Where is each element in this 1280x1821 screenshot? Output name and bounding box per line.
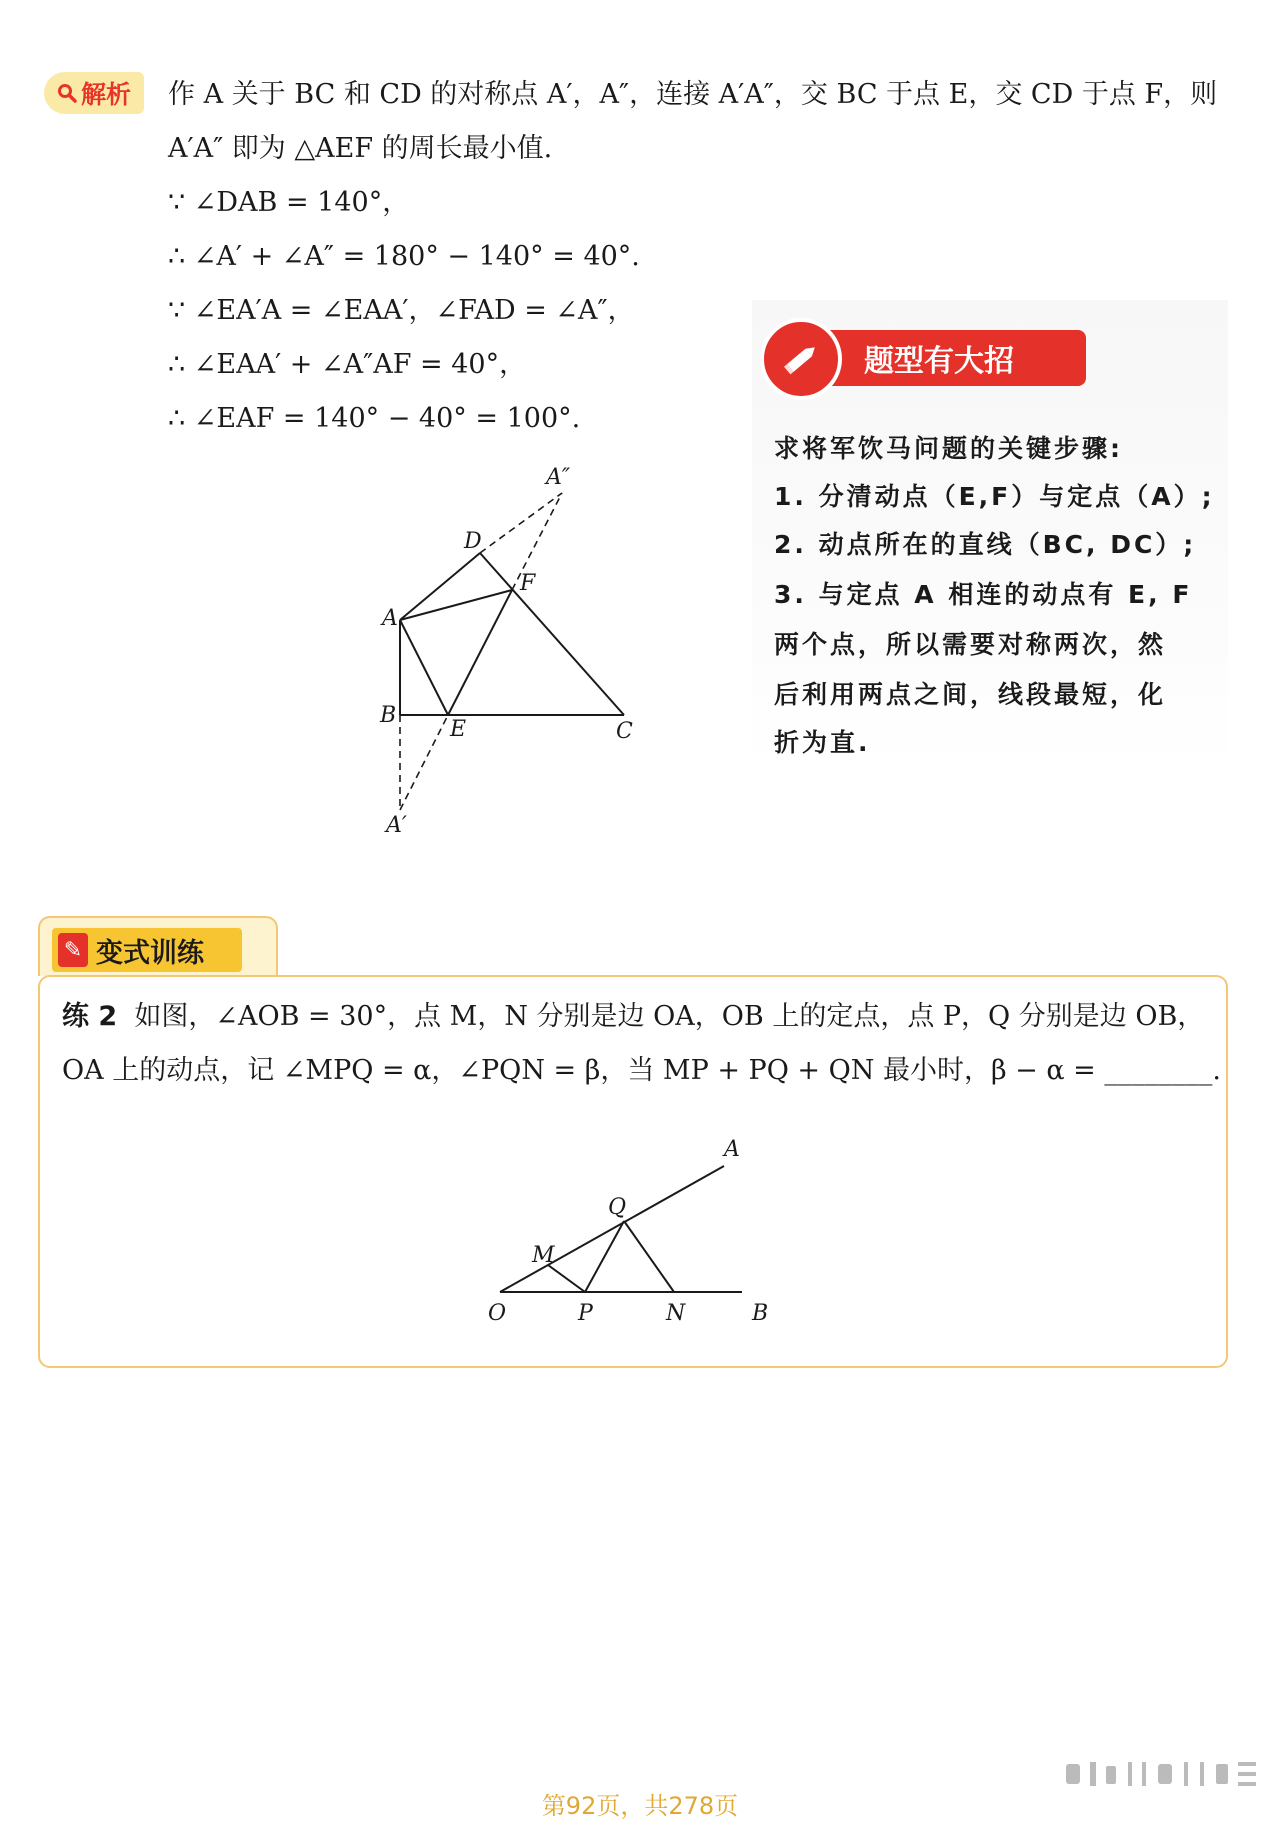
pencil-icon	[779, 337, 823, 381]
pen-icon: ✎	[58, 933, 88, 967]
scan-marks	[1066, 1760, 1262, 1790]
solution-line-6: ∴ ∠EAA′ + ∠A″AF = 40°，	[168, 349, 527, 380]
label-a2: A″	[546, 465, 571, 490]
problem-number: 练 2	[62, 1001, 118, 1032]
reflection-figure	[370, 460, 670, 860]
label-c: C	[616, 719, 633, 744]
problem-text-1: 如图，∠AOB = 30°，点 M，N 分别是边 OA，OB 上的定点，点 P，Q 分别是边 OB，	[134, 1001, 1205, 1032]
practice-label	[52, 928, 242, 972]
dashed-a1e	[400, 715, 448, 810]
solution-line-7: ∴ ∠EAF = 140° − 40° = 100°.	[168, 403, 581, 434]
segment-qn	[624, 1221, 674, 1292]
practice-line-2: OA 上的动点，记 ∠MPQ = α，∠PQN = β，当 MP + PQ + QN 最小时，β − α = ________.	[62, 1055, 1221, 1086]
angle-figure	[480, 1130, 780, 1330]
tip-line-4: 3. 与定点 A 相连的动点有 E, F	[774, 580, 1193, 609]
tip-line-5: 两个点，所以需要对称两次，然	[774, 630, 1167, 659]
label-p: P	[578, 1301, 593, 1326]
practice-line-1	[62, 1000, 1204, 1034]
ray-oa	[500, 1166, 724, 1292]
page-footer: 第92页，共278页	[541, 1792, 739, 1820]
label-o: O	[488, 1301, 507, 1326]
practice-section-title: 变式训练	[96, 937, 204, 969]
label-m: M	[532, 1243, 555, 1268]
segment-ae	[400, 620, 448, 715]
tip-line-1: 求将军饮马问题的关键步骤:	[774, 434, 1123, 463]
tip-line-2: 1. 分清动点（E,F）与定点（A）;	[774, 482, 1215, 511]
segment-pq	[585, 1221, 624, 1292]
label-a: A	[382, 606, 398, 631]
tip-line-3: 2. 动点所在的直线（BC, DC）;	[774, 530, 1197, 559]
tip-title: 题型有大招	[864, 344, 1014, 379]
solution-badge-label: 解析	[80, 80, 131, 109]
label-b: B	[752, 1301, 769, 1326]
dashed-da2	[480, 493, 562, 553]
label-q: Q	[608, 1195, 627, 1220]
solution-badge	[44, 72, 144, 114]
tip-line-7: 折为直.	[774, 728, 871, 757]
label-a: A	[724, 1137, 740, 1162]
segment-mp	[548, 1265, 585, 1292]
tip-emblem	[760, 318, 842, 400]
solution-line-2: A′A″ 即为 △AEF 的周长最小值.	[168, 133, 553, 164]
segment-dc	[480, 553, 624, 715]
solution-line-4: ∴ ∠A′ + ∠A″ = 180° − 140° = 40°.	[168, 241, 640, 272]
solution-line-3: ∵ ∠DAB = 140°，	[168, 187, 410, 218]
solution-line-5: ∵ ∠EA′A = ∠EAA′，∠FAD = ∠A″，	[168, 295, 635, 326]
label-n: N	[666, 1301, 686, 1326]
tip-line-6: 后利用两点之间，线段最短，化	[774, 680, 1167, 709]
label-a1: A′	[386, 813, 407, 838]
label-b: B	[380, 703, 397, 728]
label-f: F	[520, 571, 536, 596]
label-d: D	[464, 529, 482, 554]
label-e: E	[450, 717, 467, 742]
search-icon	[57, 83, 77, 103]
segment-ef	[448, 590, 512, 715]
solution-line-1: 作 A 关于 BC 和 CD 的对称点 A′，A″，连接 A′A″，交 BC 于点 E，交 CD 于点 F，则	[168, 79, 1218, 110]
